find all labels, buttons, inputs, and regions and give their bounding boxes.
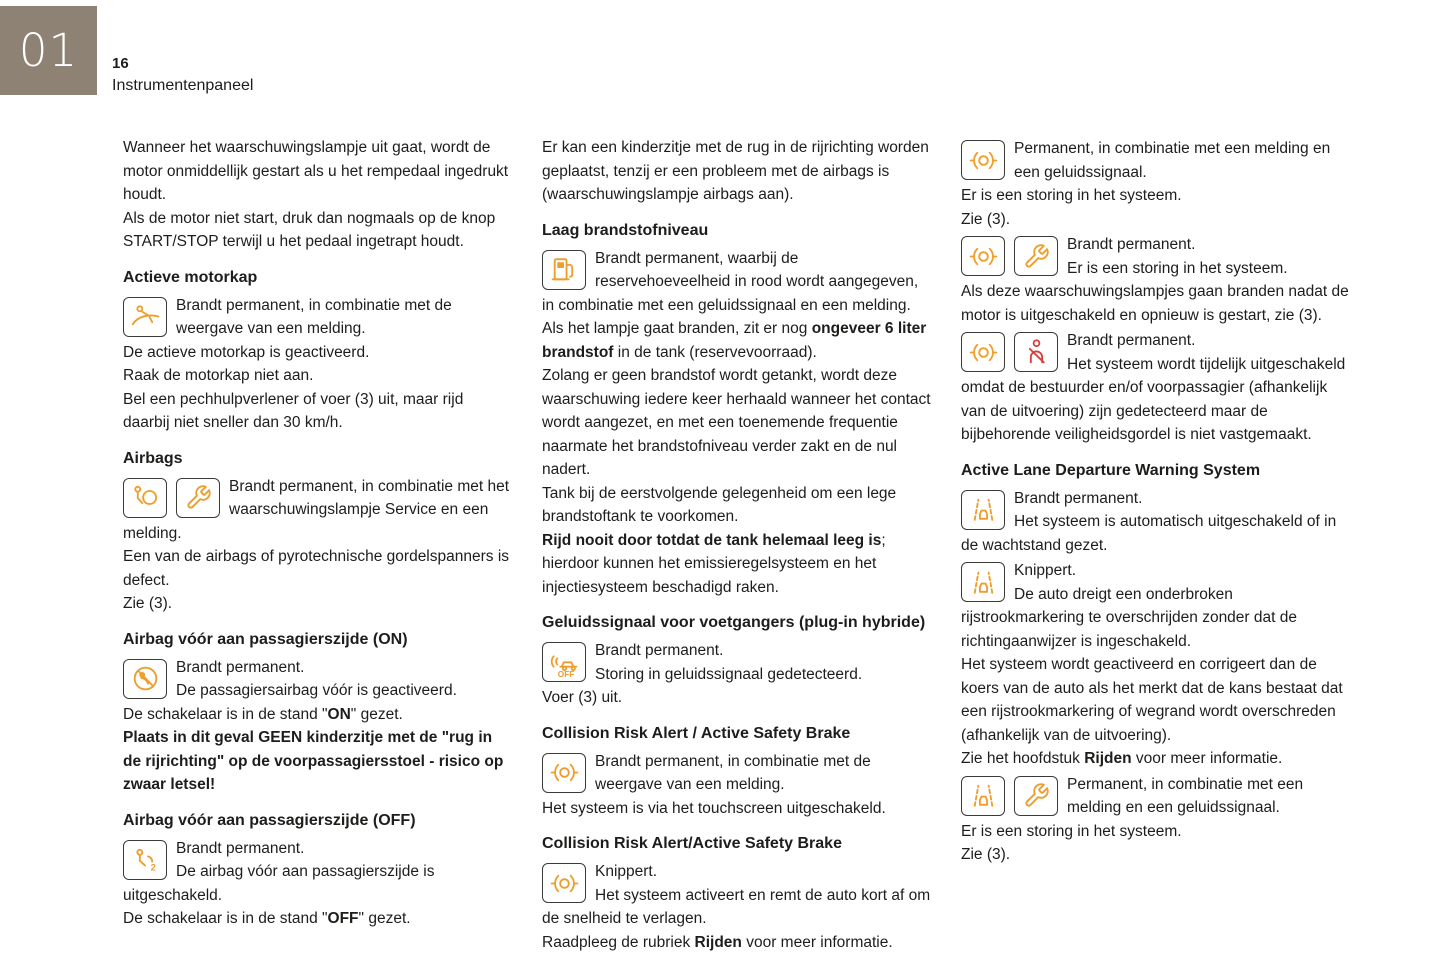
paragraph: Er is een storing in het systeem. [961,822,1182,840]
paragraph: De auto dreigt een onderbroken rijstrookmarkering te overschrijden zonder dat de richtingaanwijzer is ingeschakeld. [961,585,1297,650]
paragraph: Zie (3). [961,846,1011,863]
service-wrench-icon [1014,236,1058,276]
paragraph: Brandt permanent. [1014,489,1143,507]
bold-text: OFF [327,910,359,927]
paragraph: De schakelaar is in de stand "ON" gezet. [123,705,403,723]
page-number: 16 [112,55,129,72]
paragraph: Er kan een kinderzitje met de rug in de rijrichting worden geplaatst, tenzij er een probleem met de airbags is (waarschuwingslampje airbags aan). [542,139,929,203]
paragraph: Het systeem wordt tijdelijk uitgeschakeld omdat de bestuurder en/of voorpassagier (afhankelijk van de uitvoering) zijn gedetecteerd maar de bijbehorende veiligheidsgordel is niet vastgemaakt. [961,355,1346,443]
collision-risk-icon [961,332,1005,372]
paragraph [123,726,512,797]
paragraph: Rijd nooit door totdat de tank helemaal leeg is; hierdoor kunnen het emissieregelsysteem en het injectiesysteem beschadigd raken. [542,531,886,596]
paragraph: Raadpleeg de rubriek Rijden voor meer informatie. [542,933,893,951]
lane-departure-icon [961,490,1005,530]
collision-risk-icon [961,140,1005,180]
pedestrian-sound-off-icon [542,642,586,682]
text-block [123,136,512,254]
bold-text: ON [327,705,351,723]
indicator-entry [542,247,931,600]
paragraph: Als deze waarschuwingslampjes gaan branden nadat de motor is uitgeschakeld en opnieuw is gestart, zie (3). [961,283,1349,324]
paragraph: Er is een storing in het systeem. [961,187,1182,204]
paragraph: De passagiersairbag vóór is geactiveerd. [176,682,457,699]
fuel-pump-icon [542,250,586,290]
indicator-entry [542,750,931,821]
indicator-entry [961,329,1350,447]
lane-departure-icon [961,562,1005,602]
section-heading: Laag brandstofniveau [542,221,709,239]
indicator-entry [123,475,512,616]
section-heading: Airbags [123,449,183,467]
paragraph: Brandt permanent, in combinatie met de weergave van een melding. [595,752,871,793]
passenger-airbag-on-icon [123,659,167,699]
paragraph: Een van de airbags of pyrotechnische gordelspanners is defect. [123,548,510,589]
paragraph: Permanent, in combinatie met een melding en een geluidssignaal. [1014,140,1331,181]
text-block [542,136,931,207]
indicator-entry [961,487,1350,558]
paragraph: Voer (3) uit. [542,689,623,706]
svg-text:2: 2 [150,862,156,873]
page-title: Instrumentenpaneel [112,77,254,94]
section-heading: Collision Risk Alert / Active Safety Brake [542,724,851,742]
collision-risk-icon [542,753,586,793]
airbag-icon [123,478,167,518]
paragraph: Er is een storing in het systeem. [1067,259,1288,277]
paragraph: Zie (3). [961,210,1011,228]
page-header [112,54,253,98]
paragraph: Tank bij de eerstvolgende gelegenheid om een lege brandstoftank te voorkomen. [542,484,897,525]
paragraph: Brandt permanent, in combinatie met het waarschuwingslampje Service en een melding. [123,477,510,542]
paragraph: Brandt permanent, waarbij de reservehoeveelheid in rood wordt aangegeven, in combinatie met een geluidssignaal en een melding. [542,249,919,314]
paragraph: De actieve motorkap is geactiveerd. [123,343,370,361]
paragraph: Zie het hoofdstuk Rijden voor meer informatie. [961,750,1283,767]
chapter-number: 01 [18,24,79,77]
column-3 [961,136,1350,964]
column-2 [542,136,931,964]
section-heading: Active Lane Departure Warning System [961,461,1261,479]
paragraph: Als de motor niet start, druk dan nogmaals op de knop START/STOP terwijl u het pedaal ingetrapt houdt. [123,209,496,250]
paragraph: Brandt permanent. [1067,332,1196,349]
indicator-entry [961,137,1350,231]
indicator-entry [961,773,1350,867]
bold-text: Rijd nooit door totdat de tank helemaal leeg is [542,531,882,549]
paragraph: Bel een pechhulpverlener of voer (3) uit, maar rijd daarbij niet sneller dan 30 km/h. [123,390,464,431]
lane-departure-icon [961,776,1005,816]
paragraph: Als het lampje gaat branden, zit er nog ongeveer 6 liter brandstof in de tank (reservevoorraad). [542,320,927,361]
paragraph: Brandt permanent, in combinatie met de weergave van een melding. [176,296,452,337]
bold-text: Rijden [694,933,742,951]
collision-risk-icon [542,863,586,903]
paragraph: Brandt permanent. [176,658,305,676]
indicator-entry [542,860,931,954]
section-heading: Collision Risk Alert/Active Safety Brake [542,835,842,852]
svg-text:OFF: OFF [557,669,574,678]
paragraph: Het systeem is automatisch uitgeschakeld of in de wachtstand gezet. [961,513,1337,554]
section-heading: Airbag vóór aan passagierszijde (ON) [123,630,408,648]
indicator-entry [123,656,512,797]
paragraph: Brandt permanent. [176,839,305,857]
paragraph: Brandt permanent. [1067,236,1196,253]
content-columns [0,128,1445,964]
bold-text: Rijden [1084,750,1132,767]
paragraph: De airbag vóór aan passagierszijde is uitgeschakeld. [123,863,435,904]
paragraph: Storing in geluidssignaal gedetecteerd. [595,665,863,683]
bold-text: Plaats in dit geval GEEN kinderzitje met de "rug in de rijrichting" op de voorpassagiersstoel - risico op zwaar letsel! [123,729,504,793]
chapter-tab [0,6,97,95]
indicator-entry [961,233,1350,327]
indicator-entry [542,639,931,710]
paragraph: Zie (3). [123,595,173,612]
paragraph: De schakelaar is in de stand "OFF" gezet. [123,910,411,927]
indicator-entry [123,837,512,931]
paragraph: Knippert. [595,863,658,880]
column-1 [123,136,512,964]
indicator-entry [961,559,1350,771]
paragraph: Zolang er geen brandstof wordt getankt, wordt deze waarschuwing iedere keer herhaald wanneer het contact wordt aangezet, en met een toenemende frequentie naarmate het brandstofniveau verder zakt en de nul nadert. [542,367,931,478]
paragraph: Wanneer het waarschuwingslampje uit gaat, wordt de motor onmiddellijk gestart als u het rempedaal ingedrukt houdt. [123,139,509,203]
paragraph: Het systeem is via het touchscreen uitgeschakeld. [542,799,886,817]
indicator-entry [123,294,512,435]
section-heading: Actieve motorkap [123,268,258,286]
paragraph: Raak de motorkap niet aan. [123,367,314,384]
service-wrench-icon [176,478,220,518]
paragraph: Brandt permanent. [595,642,724,659]
active-hood-icon [123,297,167,337]
seatbelt-warning-icon [1014,332,1058,372]
section-heading: Airbag vóór aan passagierszijde (OFF) [123,811,416,829]
service-wrench-icon [1014,776,1058,816]
paragraph: Het systeem activeert en remt de auto kort af om de snelheid te verlagen. [542,886,931,927]
collision-risk-icon [961,236,1005,276]
passenger-airbag-off-icon [123,840,167,880]
paragraph: Het systeem wordt geactiveerd en corrigeert dan de koers van de auto als het merkt dat de kans bestaat dat een rijstrookmarkering of wegrand wordt overschreden (afhankelijk van de uitvoering). [961,656,1343,744]
section-heading: Geluidssignaal voor voetgangers (plug-in hybride) [542,614,926,631]
paragraph: Permanent, in combinatie met een melding en een geluidssignaal. [1067,775,1304,816]
bold-text: ongeveer 6 liter brandstof [542,320,927,361]
paragraph: Knippert. [1014,562,1077,579]
